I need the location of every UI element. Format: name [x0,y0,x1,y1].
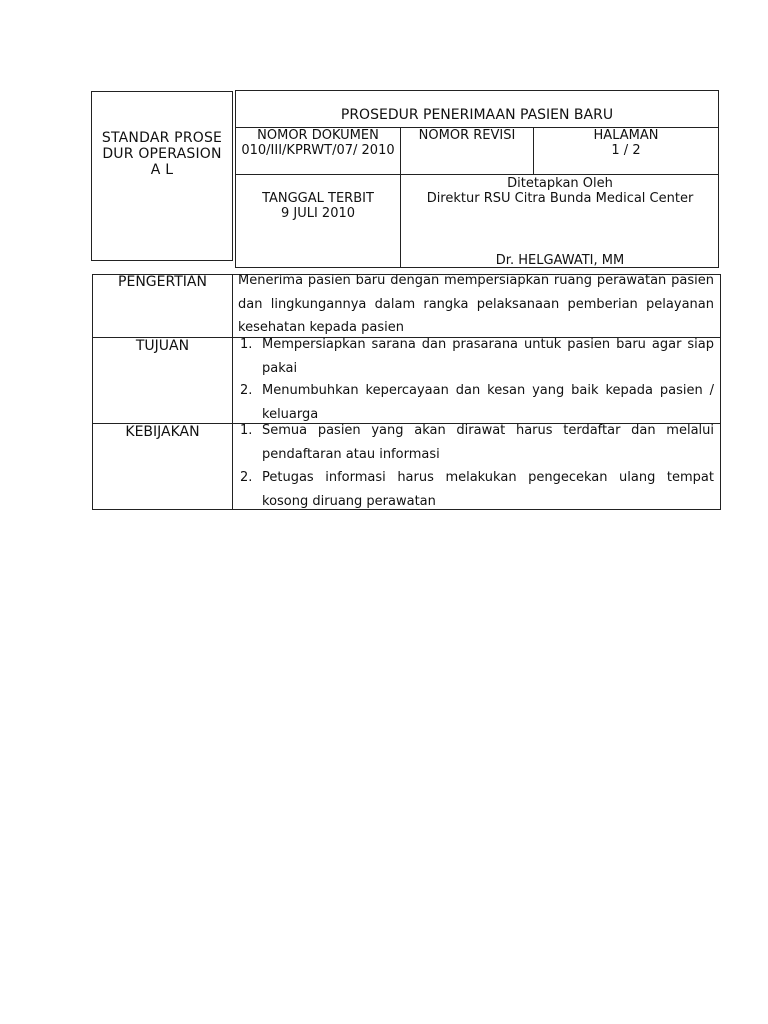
nomor-dokumen-label: NOMOR DOKUMEN [257,128,379,143]
list-text: Menumbuhkan kepercayaan dan kesan yang baik kepada pasien / keluarga [262,383,714,422]
sop-label: STANDAR PROSEDUR OPERASIONA L [101,130,223,178]
tujuan-label: TUJUAN [135,338,190,354]
ditetapkan-label: Ditetapkan Oleh [507,176,613,191]
kebijakan-label: KEBIJAKAN [125,424,200,440]
tanggal-terbit-label: TANGGAL TERBIT [262,191,374,206]
list-text: Semua pasien yang akan dirawat harus terdaftar dan melalui pendaftaran atau informasi [262,423,714,462]
list-text: Mempersiapkan sarana dan prasarana untuk pasien baru agar siap pakai [262,337,714,376]
halaman-value: 1 / 2 [611,143,641,158]
list-item [240,419,714,466]
pengertian-text: Menerima pasien baru dengan mempersiapkan ruang perawatan pasien dan lingkungannya dalam rangka pelaksanaan pemberian pelayanan kesehatan kepada pasien [238,273,714,335]
signatory-name: Dr. HELGAWATI, MM [495,253,625,268]
list-number: 1. [240,423,253,438]
list-text: Petugas informasi harus melakukan pengecekan ulang tempat kosong diruang perawatan [262,470,714,509]
tanggal-terbit-value: 9 JULI 2010 [280,206,356,221]
nomor-revisi-label: NOMOR REVISI [418,128,516,143]
list-item [240,333,714,380]
ditetapkan-by: Direktur RSU Citra Bunda Medical Center [426,191,694,206]
list-item [240,466,714,513]
halaman-label: HALAMAN [593,128,659,143]
list-number: 2. [240,383,253,398]
nomor-dokumen-value: 010/III/KPRWT/07/ 2010 [241,143,395,158]
document-title: PROSEDUR PENERIMAAN PASIEN BARU [340,107,614,123]
pengertian-label: PENGERTIAN [118,274,207,290]
list-number: 2. [240,470,253,485]
list-number: 1. [240,337,253,352]
